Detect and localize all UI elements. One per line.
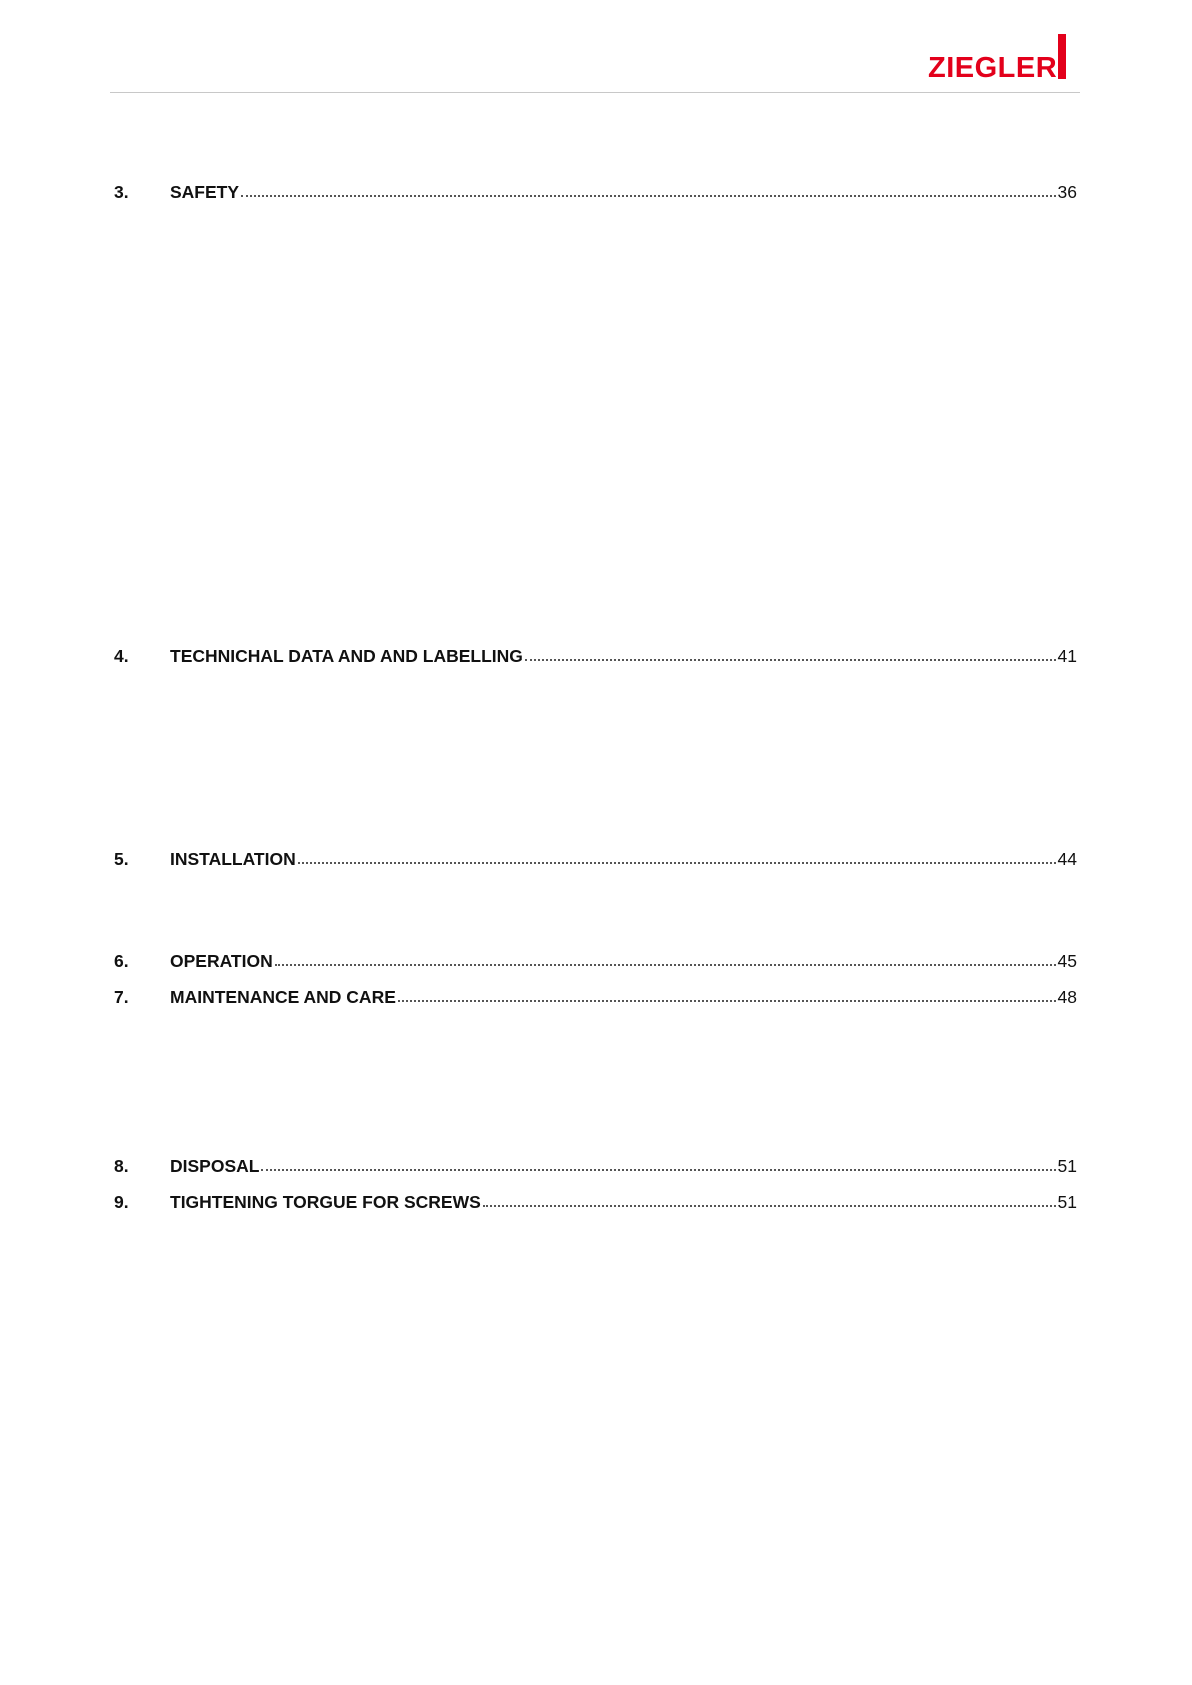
toc-entry-technical-data[interactable] (114, 644, 1077, 668)
toc-title: INSTALLATION (170, 849, 296, 869)
toc-page-number: 41 (1057, 646, 1077, 666)
toc-dot-leader (483, 1201, 1056, 1207)
toc-number: 9. (114, 1192, 129, 1212)
toc-dot-leader (398, 996, 1056, 1002)
toc-title: TIGHTENING TORGUE FOR SCREWS (170, 1192, 481, 1212)
toc-title: MAINTENANCE AND CARE (170, 987, 396, 1007)
toc-title: SAFETY (170, 182, 240, 202)
toc-title: DISPOSAL (170, 1156, 260, 1176)
toc-page-number: 36 (1057, 182, 1077, 202)
toc-number: 7. (114, 987, 129, 1007)
toc-entry-disposal[interactable] (114, 1154, 1077, 1178)
toc-number: 4. (114, 646, 129, 666)
toc-page-number: 48 (1057, 987, 1077, 1007)
toc-page-number: 51 (1057, 1192, 1077, 1212)
ziegler-logo (920, 30, 1070, 84)
toc-entry-safety[interactable] (114, 180, 1077, 204)
toc-entry-maintenance[interactable] (114, 985, 1077, 1009)
toc-page-number: 44 (1057, 849, 1077, 869)
toc-entry-tightening-torque[interactable] (114, 1190, 1077, 1214)
toc-number: 5. (114, 849, 129, 869)
toc-page-number: 45 (1057, 951, 1077, 971)
toc-title: TECHNICHAL DATA AND AND LABELLING (170, 646, 523, 666)
logo-bar-icon (1058, 34, 1066, 79)
toc-dot-leader (275, 960, 1056, 966)
header-divider (110, 92, 1080, 93)
toc-dot-leader (241, 191, 1055, 197)
toc-dot-leader (261, 1165, 1055, 1171)
toc-entry-operation[interactable] (114, 949, 1077, 973)
toc-entry-installation[interactable] (114, 847, 1077, 871)
toc-dot-leader (525, 655, 1056, 661)
toc-number: 6. (114, 951, 129, 971)
logo-text: ZIEGLER (928, 52, 1058, 84)
toc-number: 8. (114, 1156, 129, 1176)
toc-dot-leader (298, 858, 1056, 864)
toc-page-number: 51 (1057, 1156, 1077, 1176)
toc-title: OPERATION (170, 951, 273, 971)
toc-number: 3. (114, 182, 129, 202)
